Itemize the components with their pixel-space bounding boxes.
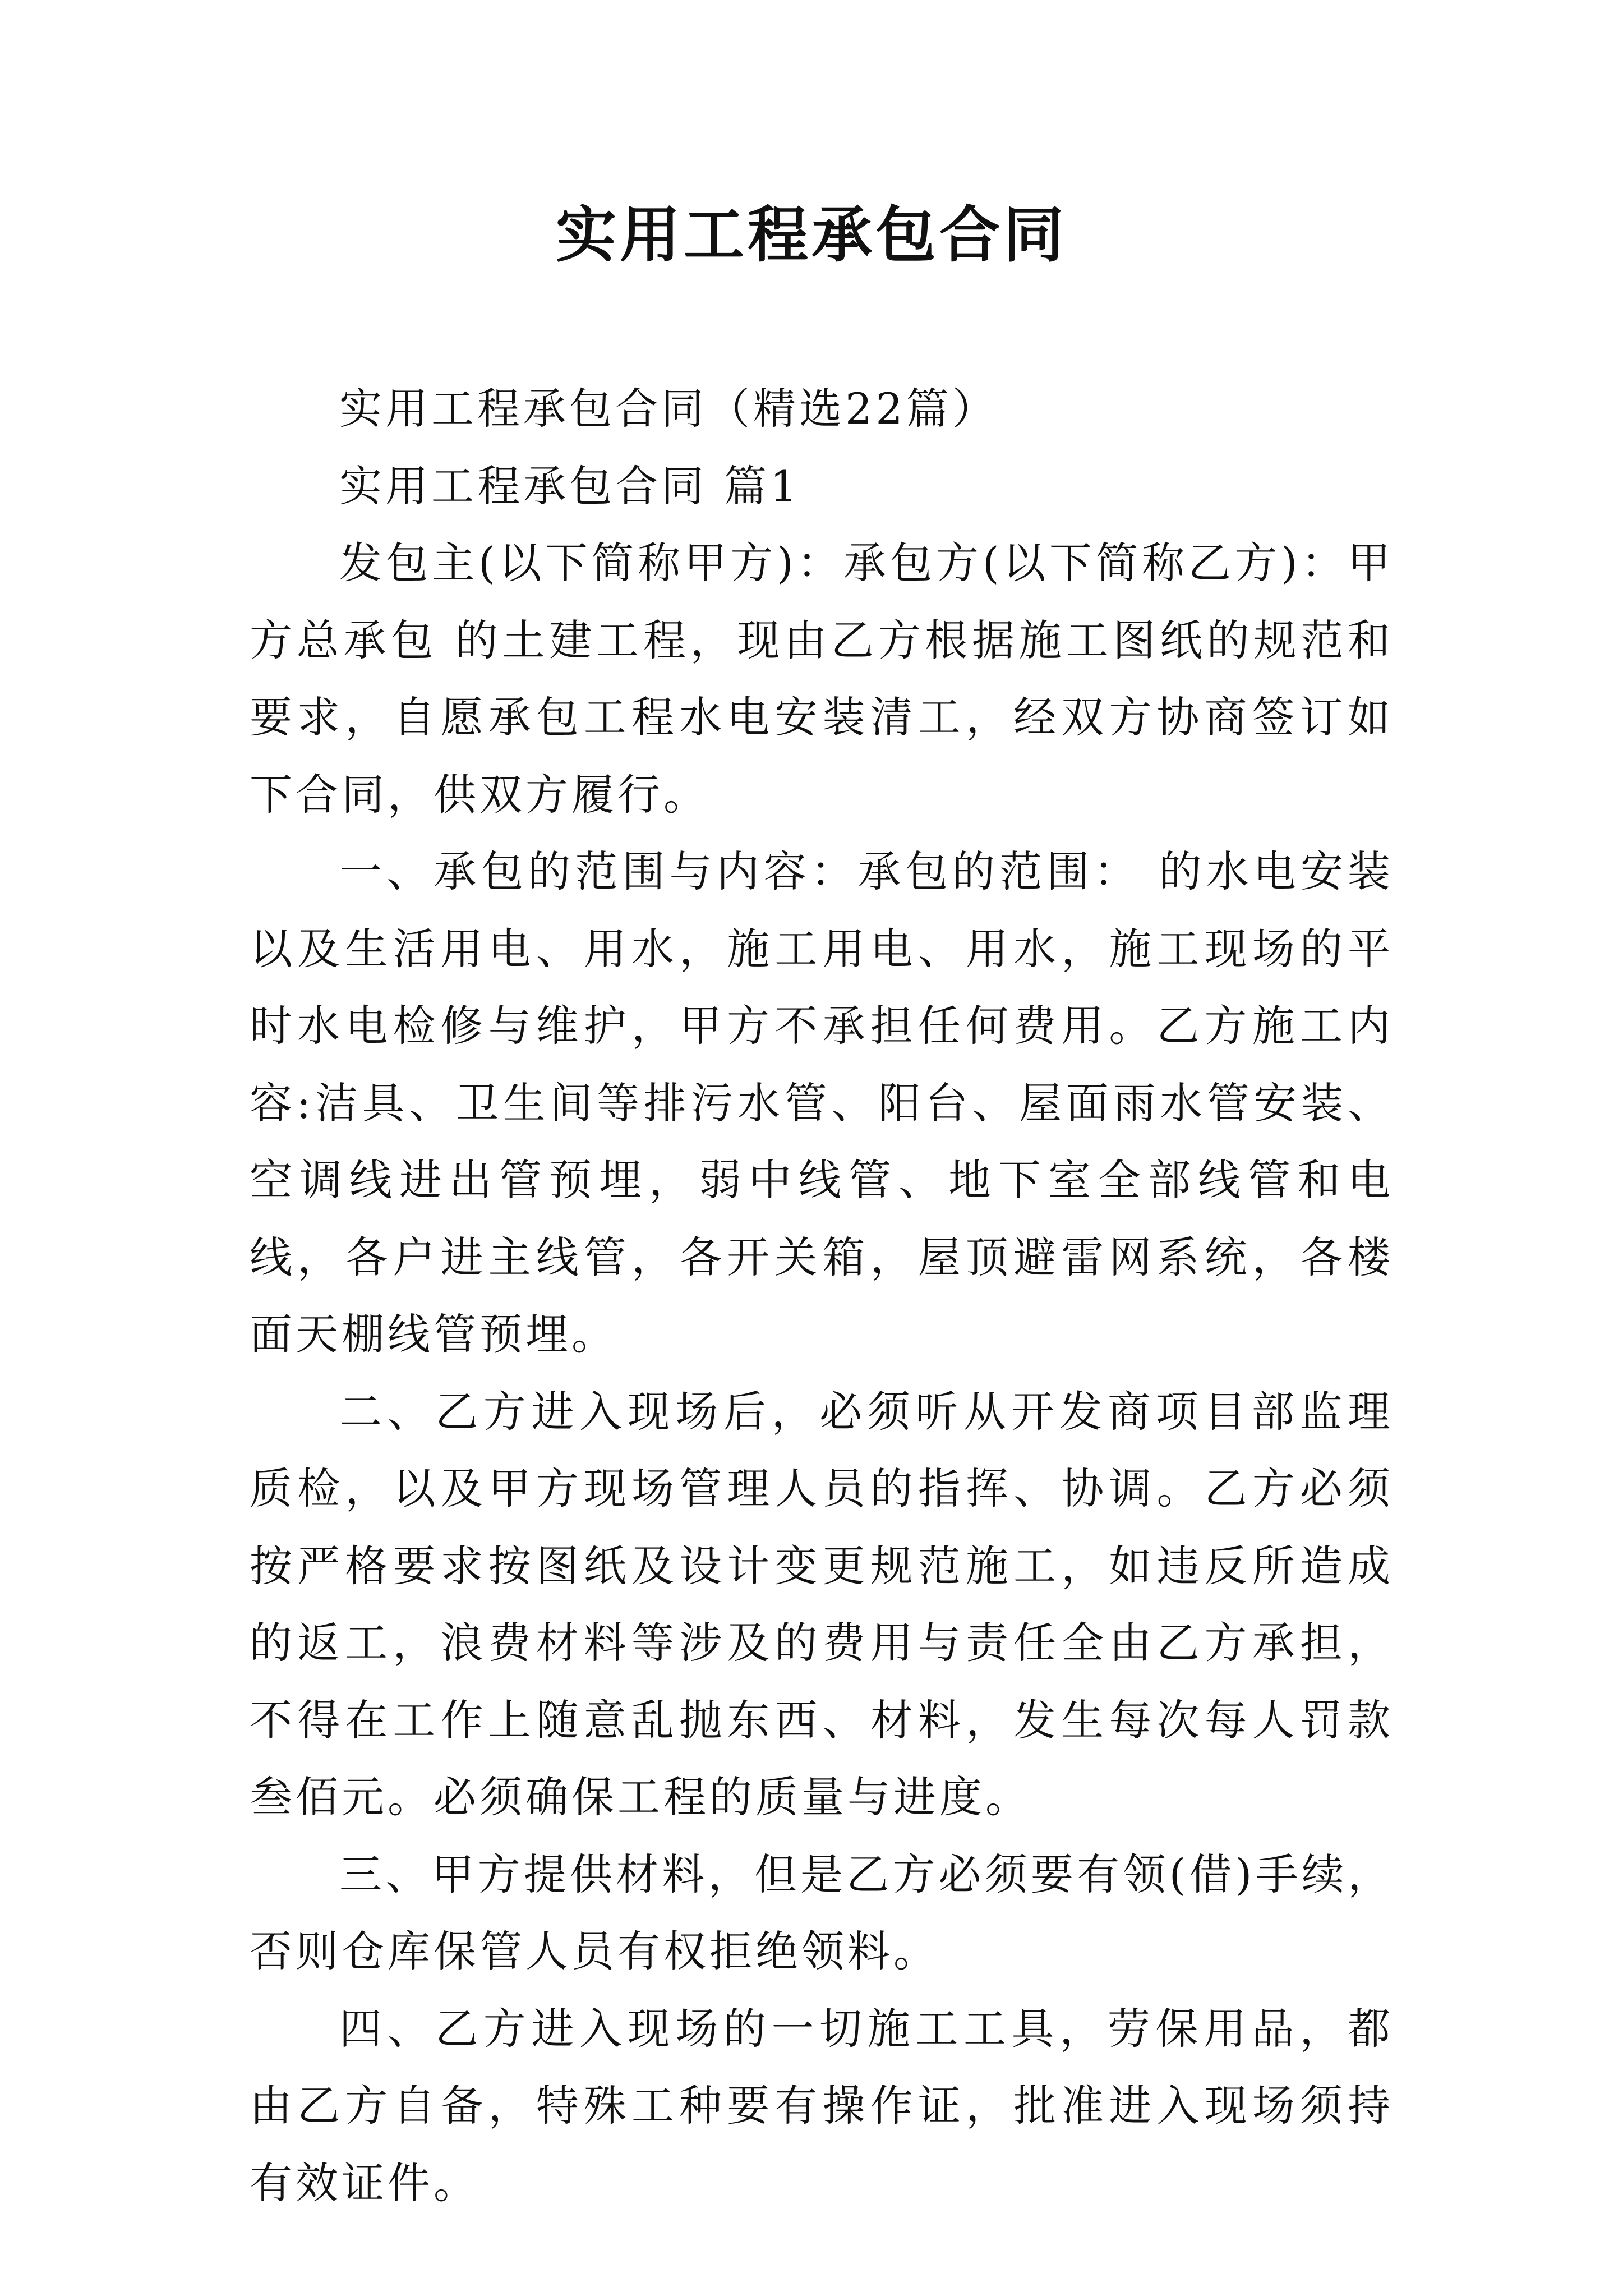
paragraph-parties: 发包主(以下简称甲方)：承包方(以下简称乙方)：甲方总承包 的土建工程，现由乙方根据施工图纸的规范和要求，自愿承包工程水电安装清工，经双方协商签订如下合同，供双方履行。 <box>250 538 1394 820</box>
paragraph-scope: 一、承包的范围与内容：承包的范围： 的水电安装以及生活用电、用水，施工用电、用水，施工现场的平时水电检修与维护，甲方不承担任何费用。乙方施工内容:洁具、卫生间等排污水管、阳台、屋面雨水管安装、空调线进出管预埋，弱中线管、地下室全部线管和电线，各户进主线管，各开关箱，屋顶避雷网系统，各楼面天棚线管预埋。 <box>250 846 1394 1359</box>
document-subtitle: 实用工程承包合同（精选22篇） <box>339 384 998 434</box>
section-heading: 实用工程承包合同 篇1 <box>339 461 801 511</box>
document-body <box>250 370 1394 2221</box>
document-title: 实用工程承包合同 <box>555 200 1067 270</box>
paragraph-site-rules: 二、乙方进入现场后，必须听从开发商项目部监理质检，以及甲方现场管理人员的指挥、协调。乙方必须按严格要求按图纸及设计变更规范施工，如违反所造成的返工，浪费材料等涉及的费用与责任全由乙方承担，不得在工作上随意乱抛东西、材料，发生每次每人罚款叁佰元。必须确保工程的质量与进度。 <box>250 1386 1394 1822</box>
paragraph-materials: 三、甲方提供材料，但是乙方必须要有领(借)手续，否则仓库保管人员有权拒绝领料。 <box>250 1849 1394 1976</box>
paragraph-tools: 四、乙方进入现场的一切施工工具，劳保用品，都由乙方自备，特殊工种要有操作证，批准进入现场须持有效证件。 <box>250 2003 1394 2208</box>
